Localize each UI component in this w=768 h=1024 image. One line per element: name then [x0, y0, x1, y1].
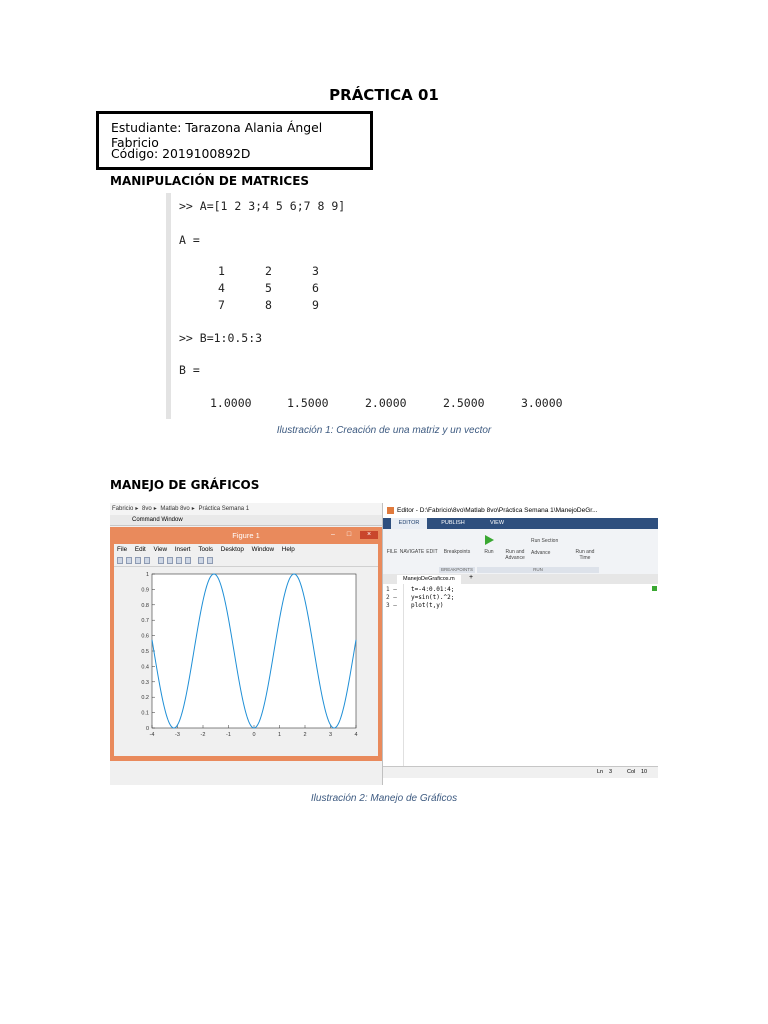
run-and-advance-button[interactable]: Run and Advance [505, 549, 525, 561]
ribbon-group-run: RUN [477, 567, 599, 573]
maximize-icon[interactable]: □ [346, 531, 352, 538]
section-matrices-heading: MANIPULACIÓN DE MATRICES [110, 174, 310, 188]
status-col-label: Col [627, 769, 636, 775]
code-line[interactable]: y=sin(t).^2; [411, 594, 455, 601]
figure-toolbar [114, 555, 378, 567]
breadcrumb-item[interactable]: Fabricio [112, 506, 134, 512]
matlab-screenshot [110, 503, 658, 785]
x-tick-label: -1 [226, 732, 231, 738]
tab-editor[interactable]: EDITOR [391, 518, 427, 529]
output-a-label: A = [179, 233, 200, 247]
caption-1: Ilustración 1: Creación de una matriz y un vector [276, 425, 492, 436]
save-icon[interactable] [135, 557, 141, 564]
y-tick-label: 0.6 [141, 633, 149, 640]
y-tick-label: 0.9 [141, 587, 149, 594]
editor-status-bar [383, 766, 658, 778]
vector-value: 2.5000 [443, 396, 485, 410]
menu-insert[interactable]: Insert [174, 546, 191, 553]
command-window-label: Command Window [132, 517, 183, 523]
menu-window[interactable]: Window [251, 546, 275, 553]
x-tick-label: 1 [277, 732, 282, 738]
open-file-icon[interactable] [126, 557, 132, 564]
line-number: 3 – [386, 602, 397, 609]
caption-2: Ilustración 2: Manejo de Gráficos [310, 793, 458, 804]
figure-title: Figure 1 [232, 531, 260, 540]
gutter-divider [403, 584, 404, 766]
editor-titlebar [383, 503, 658, 518]
matrix-cell: 6 [312, 281, 319, 295]
section-graphics-heading: MANEJO DE GRÁFICOS [110, 478, 260, 492]
zoom-in-icon[interactable] [158, 557, 164, 564]
command-window-bar [110, 515, 382, 526]
x-tick-label: 0 [252, 732, 256, 738]
code-editor[interactable] [383, 584, 658, 766]
output-b-label: B = [179, 363, 200, 377]
menu-edit[interactable]: Edit [134, 546, 146, 553]
x-tick-label: -2 [200, 732, 206, 738]
advance-button[interactable]: Advance [531, 550, 551, 556]
matrix-cell: 8 [265, 298, 272, 312]
x-tick-label: -3 [175, 732, 180, 738]
x-tick-label: 2 [303, 732, 307, 738]
status-col: 10 [641, 769, 648, 775]
breadcrumb-item[interactable]: Matlab 8vo [160, 506, 190, 512]
matrix-cell: 5 [265, 281, 272, 295]
matrix-cell: 2 [265, 264, 272, 278]
zoom-out-icon[interactable] [167, 557, 173, 564]
tab-view[interactable]: VIEW [489, 520, 505, 526]
pan-icon[interactable] [176, 557, 182, 564]
x-tick-label: 3 [328, 732, 333, 738]
brush-icon[interactable] [207, 557, 213, 564]
rotate-icon[interactable] [185, 557, 191, 564]
breadcrumb-arrow-icon: ▸ [191, 506, 195, 512]
menu-desktop[interactable]: Desktop [220, 546, 244, 553]
line-number: 1 – [386, 586, 397, 593]
print-icon[interactable] [144, 557, 150, 564]
vector-value: 2.0000 [365, 396, 407, 410]
x-tick-label: -4 [149, 732, 155, 738]
student-code: Código: 2019100892D [111, 146, 251, 161]
plot-axes-box [152, 574, 356, 728]
menu-view[interactable]: View [153, 546, 168, 553]
ribbon-edit[interactable]: EDIT [426, 549, 438, 555]
figure-menubar [114, 544, 378, 555]
editor-title: Editor - D:\Fabricio\8vo\Matlab 8vo\Práctica Semana 1\ManejoDeGr... [397, 507, 598, 514]
y-tick-label: 0.8 [141, 602, 149, 609]
y-tick-label: 0 [145, 726, 149, 732]
breadcrumb-arrow-icon: ▸ [135, 506, 139, 512]
y-tick-label: 0.7 [141, 618, 149, 625]
menu-help[interactable]: Help [281, 546, 295, 553]
breadcrumb [110, 503, 382, 515]
y-tick-label: 0.5 [141, 649, 149, 655]
matrix-cell: 4 [218, 281, 225, 295]
y-tick-label: 0.1 [141, 710, 149, 717]
breadcrumb-item[interactable]: 8vo [142, 506, 152, 512]
figure-client [114, 544, 378, 756]
run-and-time-button[interactable]: Run and Time [575, 549, 595, 561]
y-tick-label: 0.3 [141, 679, 149, 686]
breadcrumb-arrow-icon: ▸ [153, 506, 157, 512]
matlab-console-output [166, 193, 591, 419]
close-icon[interactable]: × [360, 531, 378, 539]
command-a: >> A=[1 2 3;4 5 6;7 8 9] [179, 199, 346, 213]
menu-file[interactable]: File [117, 546, 128, 553]
student-name: Estudiante: Tarazona Alania Ángel Fabricio [111, 120, 323, 150]
tab-publish[interactable]: PUBLISH [441, 520, 465, 526]
code-analyzer-indicator [652, 586, 657, 591]
command-b: >> B=1:0.5:3 [179, 331, 263, 345]
figure-window [110, 527, 382, 761]
file-tab-active[interactable]: ManejoDeGraficos.m [397, 575, 461, 584]
editor-ribbon [383, 529, 658, 575]
document-title: PRÁCTICA 01 [329, 86, 439, 104]
data-cursor-icon[interactable] [198, 557, 204, 564]
new-tab-icon[interactable]: + [469, 574, 474, 581]
ribbon-navigate[interactable]: NAVIGATE [399, 549, 425, 555]
run-button[interactable]: Run [484, 549, 494, 555]
minimize-icon[interactable]: – [331, 531, 335, 538]
menu-tools[interactable]: Tools [198, 546, 214, 553]
status-ln: 3 [609, 769, 613, 775]
run-icon[interactable] [483, 534, 495, 546]
sine-squared-plot [114, 567, 378, 756]
vector-value: 3.0000 [521, 396, 563, 410]
ribbon-group-breakpoints: BREAKPOINTS [440, 567, 473, 572]
x-tick-label: 4 [354, 732, 358, 738]
y-tick-label: 1 [145, 572, 149, 578]
ribbon-file[interactable]: FILE [386, 549, 398, 555]
code-line[interactable]: plot(t,y) [411, 602, 444, 609]
vector-value: 1.0000 [210, 396, 252, 410]
matrix-cell: 9 [312, 298, 319, 312]
matrix-cell: 3 [312, 264, 319, 278]
y-tick-label: 0.4 [141, 664, 149, 671]
matrix-cell: 1 [218, 264, 225, 278]
matlab-logo-icon [387, 507, 394, 514]
editor-ribbon-tabs [383, 518, 658, 529]
matrix-cell: 7 [218, 298, 225, 312]
status-ln-label: Ln [597, 769, 604, 775]
breakpoints-button[interactable]: Breakpoints [443, 549, 471, 555]
student-info-box [96, 111, 373, 170]
vector-value: 1.5000 [287, 396, 329, 410]
breadcrumb-item[interactable]: Práctica Semana 1 [198, 506, 250, 512]
editor-window [382, 503, 658, 785]
y-tick-label: 0.2 [141, 695, 149, 702]
run-section-button[interactable]: Run Section [531, 538, 559, 544]
line-number: 2 – [386, 594, 397, 601]
code-line[interactable]: t=-4:0.01:4; [411, 586, 455, 593]
new-figure-icon[interactable] [117, 557, 123, 564]
